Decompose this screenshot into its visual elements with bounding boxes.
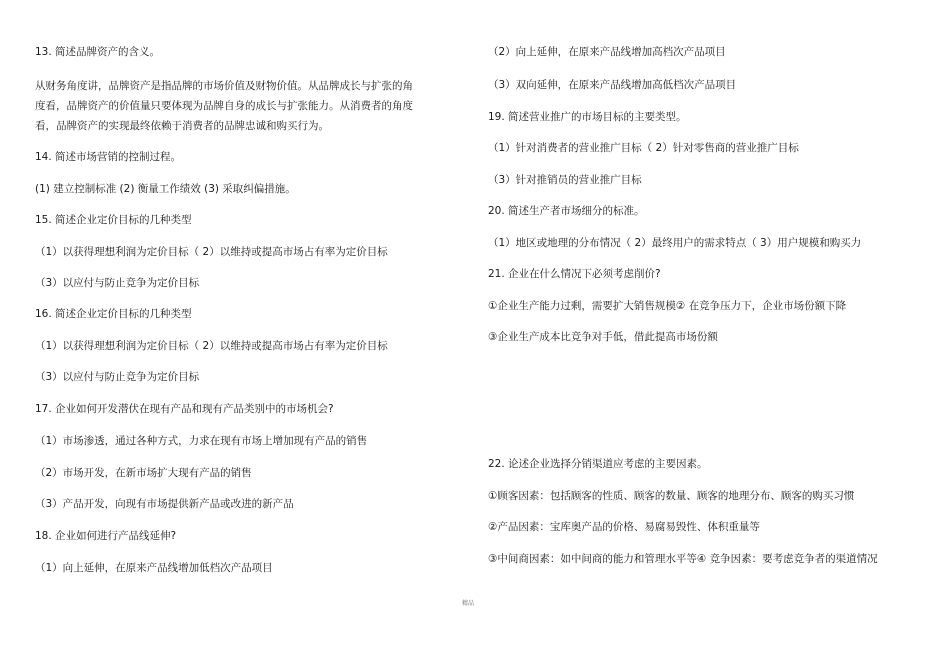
q17-answer: （3）产品开发，向现有市场提供新产品或改进的新产品 [35, 498, 294, 510]
q19-answer: （1）针对消费者的营业推广目标（ 2）针对零售商的营业推广目标 [488, 142, 799, 154]
q15-answer: （1）以获得理想利润为定价目标（ 2）以维持或提高市场占有率为定价目标 [35, 246, 388, 258]
q22-answer: ③中间商因素：如中间商的能力和管理水平等④ 竞争因素：要考虑竞争者的渠道情况 [488, 553, 878, 565]
q18-answer: （2）向上延伸，在原来产品线增加高档次产品项目 [488, 46, 726, 58]
q19-title: 19. 简述营业推广的市场目标的主要类型。 [488, 111, 687, 123]
q22-answer: ①顾客因素：包括顾客的性质、顾客的数量、顾客的地理分布、顾客的购买习惯 [488, 490, 855, 502]
q17-answer: （1）市场渗透，通过各种方式，力求在现有市场上增加现有产品的销售 [35, 435, 368, 447]
q19-answer: （3）针对推销员的营业推广目标 [488, 174, 642, 186]
q13-title: 13. 简述品牌资产的含义。 [35, 46, 161, 58]
q22-title: 22. 论述企业选择分销渠道应考虑的主要因素。 [488, 458, 708, 470]
footer-page-mark: 精品 [462, 600, 475, 607]
q18-title: 18. 企业如何进行产品线延伸? [35, 530, 177, 542]
q13-paragraph-line: 从财务角度讲，品牌资产是指品牌的市场价值及财物价值。从品牌成长与扩张的角 [35, 80, 413, 92]
q20-answer: （1）地区或地理的分布情况（ 2）最终用户的需求特点（ 3）用户规模和购买力 [488, 237, 862, 249]
q16-answer: （3）以应付与防止竞争为定价目标 [35, 371, 200, 383]
q20-title: 20. 简述生产者市场细分的标准。 [488, 205, 645, 217]
q16-answer: （1）以获得理想利润为定价目标（ 2）以维持或提高市场占有率为定价目标 [35, 340, 388, 352]
q21-answer: ③企业生产成本比竞争对手低，借此提高市场份额 [488, 331, 718, 343]
q22-answer: ②产品因素：宝库奥产品的价格、易腐易毁性、体积重量等 [488, 521, 760, 533]
q15-title: 15. 简述企业定价目标的几种类型 [35, 214, 192, 226]
q21-title: 21. 企业在什么情况下必须考虑削价? [488, 268, 661, 280]
q14-title: 14. 简述市场营销的控制过程。 [35, 151, 182, 163]
right-column [488, 0, 928, 672]
q16-title: 16. 简述企业定价目标的几种类型 [35, 308, 192, 320]
q13-paragraph-line: 看，品牌资产的实现最终依赖于消费者的品牌忠诚和购买行为。 [35, 120, 329, 132]
q18-answer: （1）向上延伸，在原来产品线增加低档次产品项目 [35, 562, 273, 574]
q15-answer: （3）以应付与防止竞争为定价目标 [35, 277, 200, 289]
q18-answer: （3）双向延伸，在原来产品线增加高低档次产品项目 [488, 79, 737, 91]
q13-paragraph-line: 度看，品牌资产的价值量只要体现为品牌自身的成长与扩张能力。从消费者的角度 [35, 100, 413, 112]
left-column [35, 0, 450, 672]
q21-answer: ①企业生产能力过剩，需要扩大销售规模② 在竞争压力下，企业市场份额下降 [488, 300, 847, 312]
q17-answer: （2）市场开发，在新市场扩大现有产品的销售 [35, 467, 252, 479]
q17-title: 17. 企业如何开发潜伏在现有产品和现有产品类别中的市场机会? [35, 403, 334, 415]
q14-answer: (1) 建立控制标准 (2) 衡量工作绩效 (3) 采取纠偏措施。 [35, 183, 296, 195]
